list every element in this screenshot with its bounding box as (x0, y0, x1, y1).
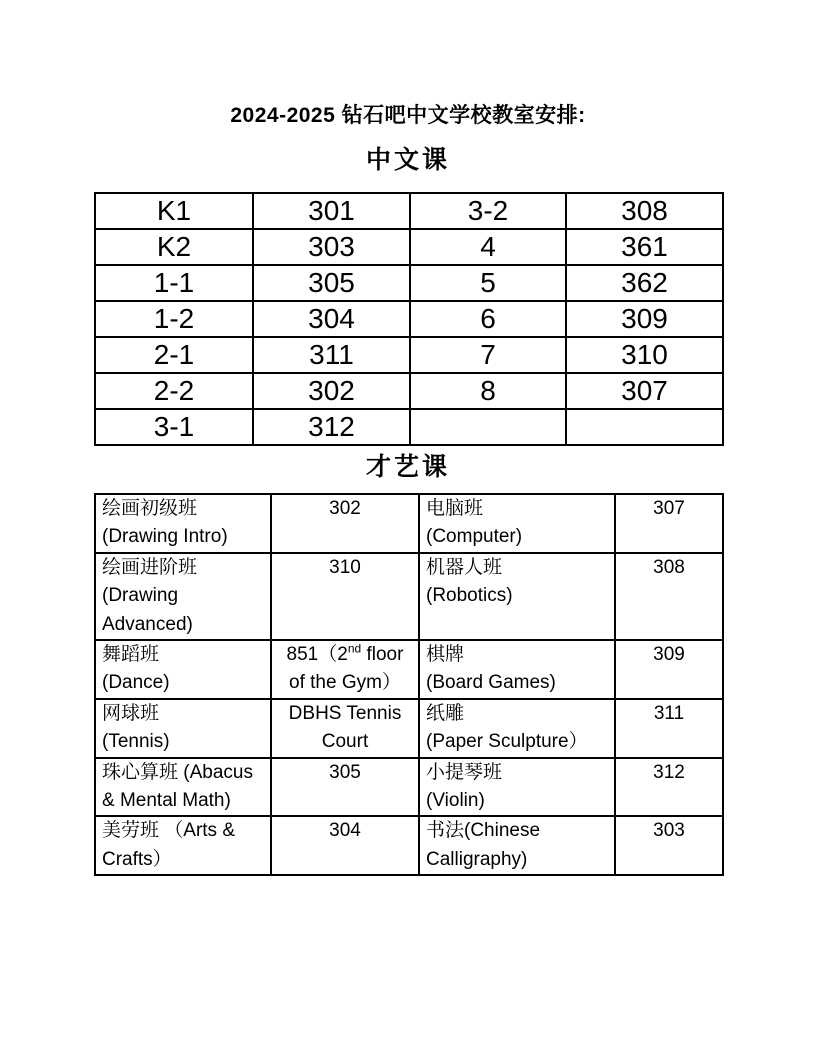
class-name-cell (95, 816, 271, 875)
table-row (95, 265, 723, 301)
class-cell: 4 (410, 229, 566, 265)
class-cell: 1-2 (95, 301, 253, 337)
room-line: of the Gym） (289, 672, 401, 694)
class-name-line: (Dance) (102, 672, 170, 694)
table-row (95, 373, 723, 409)
room-line (275, 641, 415, 669)
room-cell: 312 (615, 758, 723, 817)
class-cell: 2-2 (95, 373, 253, 409)
class-name-line: (Violin) (426, 790, 485, 812)
room-cell: 307 (615, 494, 723, 553)
class-name-line: 美劳班 （Arts & (102, 820, 236, 842)
table-row (95, 816, 723, 875)
class-name-line: 机器人班 (426, 556, 503, 578)
room-line: 305 (329, 761, 361, 783)
class-cell: 7 (410, 337, 566, 373)
talent-class-table (94, 493, 724, 876)
room-cell: 301 (253, 193, 410, 229)
class-name-line: 棋牌 (426, 644, 465, 666)
room-cell: 308 (566, 193, 723, 229)
class-name-line: Crafts） (102, 848, 172, 870)
class-name-line: (Paper Sculpture） (426, 731, 588, 753)
class-name-cell (95, 758, 271, 817)
table-row (95, 229, 723, 265)
room-cell (271, 699, 419, 758)
class-cell: K1 (95, 193, 253, 229)
class-name-line: 珠心算班 (Abacus (102, 761, 253, 783)
class-cell (410, 409, 566, 445)
class-name-line: (Board Games) (426, 672, 556, 694)
room-cell (566, 409, 723, 445)
class-name-line: (Computer) (426, 526, 523, 548)
class-name-line: 书法(Chinese (426, 820, 541, 842)
table-row (95, 699, 723, 758)
class-name-line: & Mental Math) (102, 790, 231, 812)
class-name-cell (95, 553, 271, 640)
class-cell: 8 (410, 373, 566, 409)
room-line: 304 (329, 820, 361, 842)
table-row (95, 758, 723, 817)
class-name-line: Calligraphy) (426, 848, 528, 870)
class-name-cell (419, 640, 615, 699)
room-cell (271, 553, 419, 640)
section-heading-talent-class: 才艺课 (365, 453, 450, 481)
room-cell: 307 (566, 373, 723, 409)
room-cell (271, 758, 419, 817)
class-cell: 2-1 (95, 337, 253, 373)
table-row (95, 409, 723, 445)
class-name-cell (419, 494, 615, 553)
class-name-line: 舞蹈班 (102, 644, 160, 666)
room-line: Court (321, 731, 369, 753)
room-cell: 311 (253, 337, 410, 373)
room-cell (271, 494, 419, 553)
class-name-line: (Robotics) (426, 585, 513, 607)
class-name-line: 电脑班 (426, 498, 484, 519)
table-row (95, 337, 723, 373)
class-name-line: 小提琴班 (426, 761, 503, 783)
room-cell (271, 816, 419, 875)
class-name-line: 绘画初级班 (102, 498, 198, 519)
class-name-cell (419, 699, 615, 758)
table-row (95, 640, 723, 699)
room-text: 851（2 (286, 644, 348, 666)
class-name-cell (419, 758, 615, 817)
room-cell: 305 (253, 265, 410, 301)
class-name-line: (Drawing (102, 585, 179, 607)
room-cell: 304 (253, 301, 410, 337)
ordinal-superscript: nd (347, 641, 362, 656)
room-cell: 303 (615, 816, 723, 875)
room-cell: 361 (566, 229, 723, 265)
room-cell: 310 (566, 337, 723, 373)
class-name-line: (Tennis) (102, 731, 170, 753)
class-name-cell (95, 640, 271, 699)
room-cell: 302 (253, 373, 410, 409)
room-line: DBHS Tennis (288, 702, 402, 724)
class-cell: 3-1 (95, 409, 253, 445)
class-cell: 1-1 (95, 265, 253, 301)
room-cell: 309 (566, 301, 723, 337)
class-cell: K2 (95, 229, 253, 265)
room-line: 310 (329, 556, 361, 578)
class-name-cell (419, 553, 615, 640)
chinese-class-table (94, 192, 724, 446)
room-cell: 362 (566, 265, 723, 301)
class-name-line: 绘画进阶班 (102, 556, 198, 578)
room-cell: 309 (615, 640, 723, 699)
room-line: 302 (329, 498, 361, 519)
section-heading-chinese-class: 中文课 (365, 146, 450, 174)
room-text: floor (361, 644, 404, 666)
room-cell: 308 (615, 553, 723, 640)
class-cell: 3-2 (410, 193, 566, 229)
class-name-line: 纸雕 (426, 702, 465, 724)
class-name-line: (Drawing Intro) (102, 526, 228, 548)
table-row (95, 553, 723, 640)
class-cell: 6 (410, 301, 566, 337)
class-cell: 5 (410, 265, 566, 301)
table-row (95, 193, 723, 229)
room-cell: 312 (253, 409, 410, 445)
table-row (95, 494, 723, 553)
room-cell: 303 (253, 229, 410, 265)
document-title: 2024-2025 钻石吧中文学校教室安排: (230, 104, 586, 127)
class-name-line: 网球班 (102, 702, 160, 724)
room-cell: 311 (615, 699, 723, 758)
room-cell (271, 640, 419, 699)
table-row (95, 301, 723, 337)
class-name-cell (95, 494, 271, 553)
class-name-line: Advanced) (102, 613, 193, 635)
class-name-cell (95, 699, 271, 758)
class-name-cell (419, 816, 615, 875)
